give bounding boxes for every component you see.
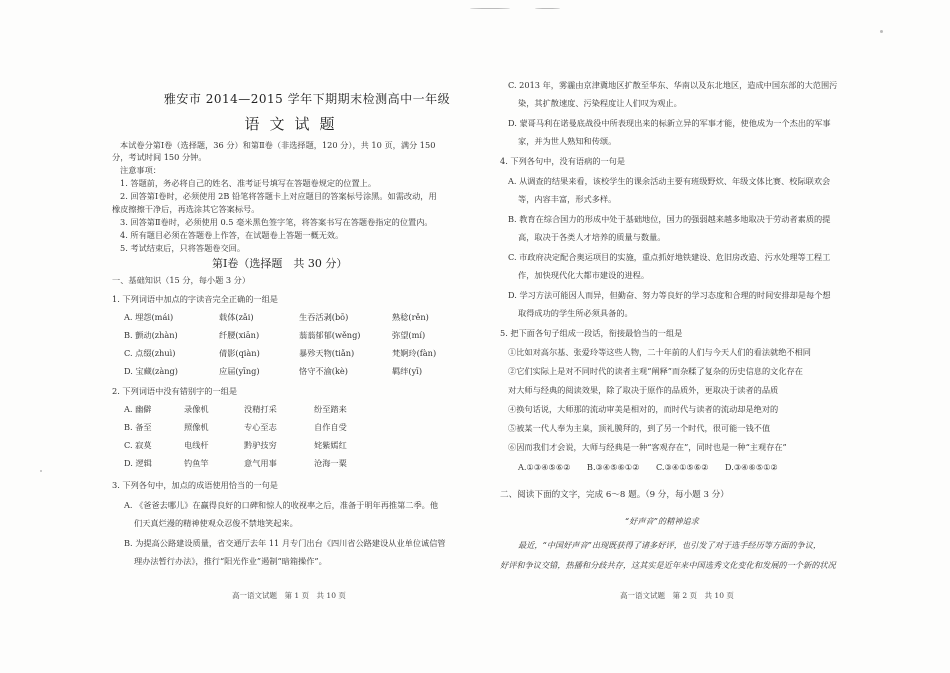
option-cell: 纷至踏来 <box>314 404 347 414</box>
q2-option-row <box>124 440 474 452</box>
notice-item: 3. 回答第Ⅱ卷时，必须使用 0.5 毫米黑色签字笔，将答案书写在答题卷指定的位置内。 <box>120 217 433 227</box>
notice-item: 5. 考试结束后，只将答题卷交回。 <box>120 243 246 253</box>
q5-item: ⑥因而我们才会说，大师与经典是一种“客观存在”，同时也是一种“主观存在” <box>508 442 787 452</box>
q1-option-row <box>124 330 474 342</box>
intro-line: 本试卷分第Ⅰ卷（选择题，36 分）和第Ⅱ卷（非选择题，120 分），共 10 页，满分 150 <box>120 140 436 150</box>
option-cell: 黔驴技穷 <box>244 440 277 450</box>
q1-option-row <box>124 366 474 378</box>
option-cell: A. 埋怨(mái) <box>124 312 174 322</box>
option-cell: 弥望(mí) <box>392 330 426 340</box>
option-cell: C. 点缀(zhuì) <box>124 348 176 358</box>
q5-choices: A.①③④⑤⑥② B.③④⑤⑥①② C.③④①⑤⑥② D.③④⑥⑤①② <box>518 462 778 472</box>
option-cell: B. 备至 <box>124 422 152 432</box>
q3-cont-line: C. 2013 年，雾霾由京津冀地区扩散至华东、华南以及东北地区，造成中国东部的大范围污 <box>508 80 838 90</box>
q2-option-row <box>124 422 474 434</box>
q1-stem: 1. 下列词语中加点的字读音完全正确的一组是 <box>112 294 278 304</box>
notice-title: 注意事项： <box>120 165 161 175</box>
option-cell: 没精打采 <box>244 404 277 414</box>
option-cell: 倩影(qiàn) <box>219 348 260 358</box>
q3-cont-line: D. 蒙哥马利在诺曼底战役中所表现出来的标新立异的军事才能，使他成为一个杰出的军事 <box>508 118 831 128</box>
option-cell: 羁绊(yī) <box>392 366 423 376</box>
option-cell: 蓊蓊郁郁(wěng) <box>299 330 361 340</box>
q2-option-row <box>124 458 474 470</box>
option-cell: C. 寂莫 <box>124 440 152 450</box>
option-cell: 电线杆 <box>184 440 209 450</box>
page-right <box>500 70 845 615</box>
option-cell: 钓鱼竿 <box>184 458 209 468</box>
option-cell: A. 幽僻 <box>124 404 152 414</box>
q1-option-row <box>124 348 474 360</box>
intro-line: 分，考试时间 150 分钟。 <box>112 152 207 162</box>
page-footer: 高一语文试题 第 2 页 共 10 页 <box>620 591 734 600</box>
option-cell: 暴殄天物(tiǎn) <box>299 348 355 358</box>
q2-option-row <box>124 404 474 416</box>
option-cell: B. 颤动(zhàn) <box>124 330 178 340</box>
q4-option-line: 高，取决于各类人才培养的质量与数量。 <box>518 232 666 242</box>
q5-item: ②它们实际上是对不同时代的读者主观“阐释”而杂糅了复杂的历史信息的文化存在 <box>508 366 803 376</box>
q3-cont-line: 染，其扩散速度、污染程度让人们叹为观止。 <box>518 98 682 108</box>
passage-title: “好声音”的精神追求 <box>625 516 699 526</box>
q5-item: ④换句话说，大师那的流动审美是相对的，而时代与读者的流动却是绝对的 <box>508 404 779 414</box>
notice-item: 1. 答题前，务必将自己的姓名、准考证号填写在答题卷规定的位置上。 <box>120 178 377 188</box>
q4-option-line: 取得成功的学生所必须具备的。 <box>518 308 633 318</box>
option-cell: 梵婀玲(fàn) <box>392 348 437 358</box>
scan-noise <box>40 470 42 472</box>
q4-stem: 4. 下列各句中，没有语病的一句是 <box>500 156 626 166</box>
notice-item: 4. 所有题目必须在答题卷上作答，在试题卷上答题一概无效。 <box>120 230 344 240</box>
q3-stem: 3. 下列各句中，加点的成语使用恰当的一句是 <box>112 480 278 490</box>
scan-noise <box>470 8 510 9</box>
passage-line: 最近，“中国好声音”出现既获得了诸多好评，也引发了对于选手经历等方面的争议， <box>518 540 822 550</box>
option-cell: 应届(yīng) <box>219 366 260 376</box>
q5-item: 对大师与经典的阅读效果，除了取决于原作的品质外，更取决于读者的品质 <box>508 385 779 395</box>
exam-title: 雅安市 2014—2015 学年下期期末检测高中一年级 <box>163 92 451 106</box>
section1-title: 一、基础知识（15 分，每小题 3 分） <box>112 275 251 285</box>
option-cell: 专心至志 <box>244 422 277 432</box>
q4-option-line: 作，加快现代化大都市建设的进程。 <box>518 270 650 280</box>
subject-title: 语文试题 <box>244 115 345 133</box>
option-cell: 生吞活剥(bō) <box>299 312 349 322</box>
option-cell: 自作自受 <box>314 422 347 432</box>
scan-noise <box>535 8 560 9</box>
q2-stem: 2. 下列词语中没有错别字的一组是 <box>112 386 238 396</box>
part1-title: 第Ⅰ卷（选择题 共 30 分） <box>212 257 348 270</box>
q3-option-line: B. 为提高公路建设质量，省交通厅去年 11 月专门出台《四川省公路建设从业单位诚信管 <box>124 538 446 548</box>
page-left <box>112 90 477 610</box>
q3-option-line: 们天真烂漫的精神使观众忍俊不禁地笑起来。 <box>134 518 298 528</box>
option-cell: 熟稔(rěn) <box>392 312 429 322</box>
option-cell: 纤腰(xiān) <box>219 330 260 340</box>
option-cell: 姹紫嫣红 <box>314 440 347 450</box>
notice-item: 2. 回答第Ⅰ卷时，必须使用 2B 铅笔将答题卡上对应题目的答案标号涂黑。如需改动，用 <box>120 191 437 201</box>
q4-option-line: D. 学习方法可能因人而异，但勤奋、努力等良好的学习态度和合理的时间安排却是每个想 <box>508 290 831 300</box>
option-cell: 照像机 <box>184 422 209 432</box>
scan-noise <box>880 30 883 33</box>
q5-item: ⑤被某一代人奉为主臬，顶礼膜拜的，到了另一个时代，很可能一钱不值 <box>508 423 771 433</box>
option-cell: 恪守不渝(kè) <box>299 366 348 376</box>
option-cell: 载体(zǎi) <box>219 312 254 322</box>
option-cell: D. 逻辑 <box>124 458 152 468</box>
q4-option-line: B. 教育在综合国力的形成中处于基础地位，国力的强弱越来越多地取决于劳动者素质的提 <box>508 214 831 224</box>
q4-option-line: C. 市政府决定配合奥运项目的实施，重点抓好地铁建设、危旧房改造、污水处理等工程工 <box>508 252 831 262</box>
q1-option-row <box>124 312 474 324</box>
q5-item: ①比如对高尔基、张爱玲等这些人物，二十年前的人们与今天人们的看法就绝不相同 <box>508 347 811 357</box>
page-footer: 高一语文试题 第 1 页 共 10 页 <box>232 591 346 600</box>
q5-stem: 5. 把下面各句子组成一段话，衔接最恰当的一组是 <box>500 328 683 338</box>
section2-title: 二、阅读下面的文字，完成 6～8 题。（9 分，每小题 3 分） <box>500 490 729 500</box>
q3-option-line: A. 《爸爸去哪儿》在赢得良好的口碑和惊人的收视率之后，准备于明年再推第二季。他 <box>124 500 439 510</box>
option-cell: 录像机 <box>184 404 209 414</box>
q4-option-line: A. 从调查的结果来看，该校学生的课余活动主要有班级野炊、年级文体比赛、校际联欢会 <box>508 176 831 186</box>
option-cell: 沧海一粟 <box>314 458 347 468</box>
passage-line: 好评和争议交错，热播和分歧共存，这其实是近年来中国选秀文化变化和发展的一个新的状况 <box>500 560 836 570</box>
notice-item: 橡皮擦擦干净后，再选涂其它答案标号。 <box>112 204 260 214</box>
q4-option-line: 等，内容丰富，形式多样。 <box>518 194 617 204</box>
q3-cont-line: 家，并为世人熟知和传颂。 <box>518 136 617 146</box>
option-cell: 意气用事 <box>244 458 277 468</box>
q3-option-line: 理办法暂行办法》，推行“阳光作业”遏制“暗箱操作”。 <box>134 556 327 566</box>
option-cell: D. 宝藏(zàng) <box>124 366 178 376</box>
